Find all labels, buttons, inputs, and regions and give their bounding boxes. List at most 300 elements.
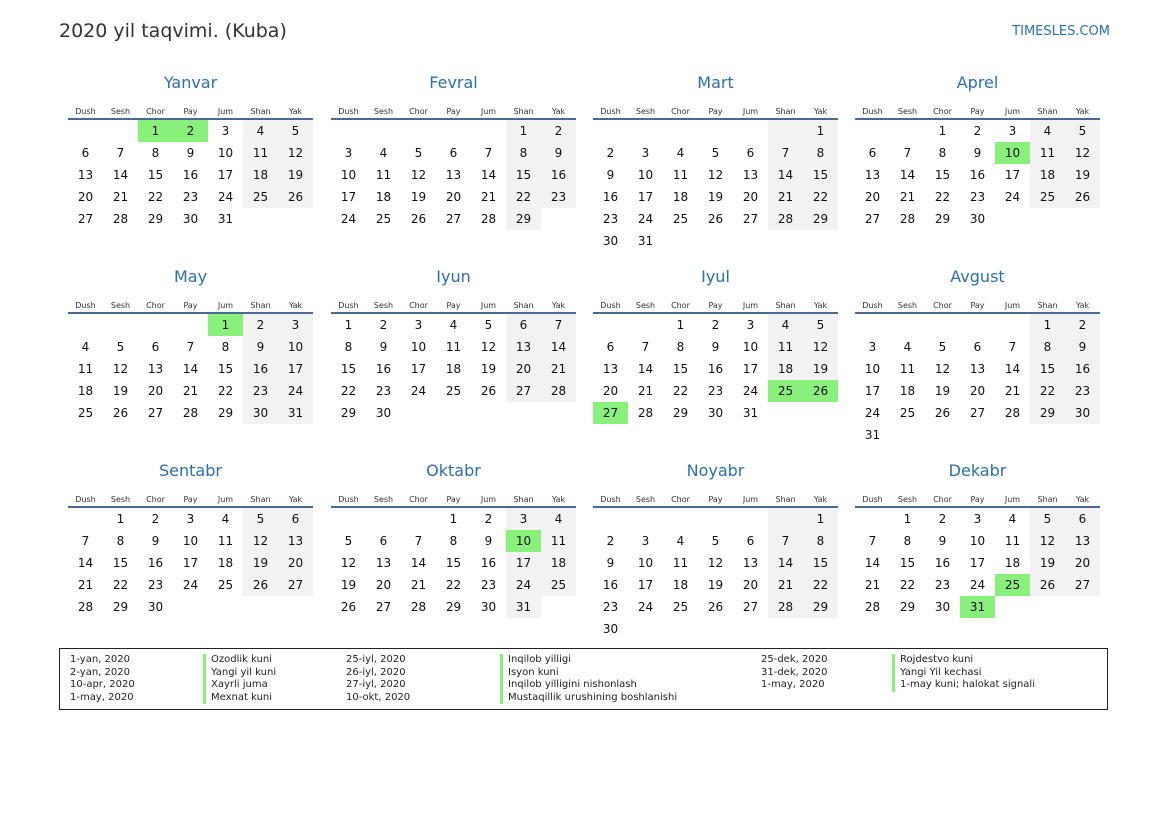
month-dekabr [855, 460, 1100, 618]
weekday-label: Pay [970, 301, 985, 310]
day-cell: 1 [449, 512, 458, 526]
weekday-label: Shan [775, 107, 796, 116]
day-cell: 5 [414, 146, 423, 160]
weekday-label: Chor [409, 107, 428, 116]
day-cell: 16 [541, 164, 576, 186]
day-cell: 23 [375, 384, 392, 398]
day-cell: 2 [606, 146, 615, 160]
day-cell: 2 [484, 512, 493, 526]
day-cell: 3 [414, 318, 423, 332]
weekday-label: Yak [288, 301, 303, 310]
month-iyun [331, 266, 576, 424]
day-cell: 20 [864, 190, 881, 204]
day-cell: 13 [602, 362, 619, 376]
week-row [68, 552, 313, 574]
empty-day-cell [593, 508, 628, 530]
day-cell: 5 [344, 534, 353, 548]
day-cell: 26 [707, 212, 724, 226]
day-cell: 25 [77, 406, 94, 420]
day-cell: 28 [899, 212, 916, 226]
empty-day-cell [278, 208, 313, 230]
week-row [331, 314, 576, 336]
weekday-label: Pay [970, 107, 985, 116]
day-cell: 30 [375, 406, 392, 420]
day-cell: 27 [147, 406, 164, 420]
day-cell: 9 [186, 146, 195, 160]
week-row [331, 574, 576, 596]
holiday-day-cell: 27 [593, 402, 628, 424]
legend-date: 1-yan, 2020 [70, 654, 130, 665]
day-cell: 11 [899, 362, 916, 376]
legend-holiday-name: Ozodlik kuni [211, 654, 273, 665]
weekday-label: Pay [446, 301, 461, 310]
legend-date: 26-iyl, 2020 [346, 666, 406, 678]
empty-day-cell [803, 618, 838, 640]
day-cell: 1 [803, 508, 838, 530]
empty-day-cell [103, 120, 138, 142]
day-cell: 22 [340, 384, 357, 398]
day-cell: 26 [707, 600, 724, 614]
day-cell: 25 [899, 406, 916, 420]
day-cell: 17 [340, 190, 357, 204]
day-cell: 1 [803, 120, 838, 142]
day-cell: 7 [541, 314, 576, 336]
week-row [855, 402, 1100, 424]
day-cell: 9 [973, 146, 982, 160]
day-cell: 11 [1004, 534, 1021, 548]
day-cell: 18 [77, 384, 94, 398]
day-cell: 18 [445, 362, 462, 376]
month-name: Sentabr [159, 461, 222, 480]
weekday-label: Dush [600, 301, 621, 310]
day-cell: 7 [186, 340, 195, 354]
weekday-label: Dush [862, 107, 883, 116]
day-cell: 21 [768, 574, 803, 596]
day-cell: 21 [541, 358, 576, 380]
empty-day-cell [1030, 596, 1065, 618]
weekday-label: Dush [338, 107, 359, 116]
empty-day-cell [663, 230, 698, 252]
week-row [593, 186, 838, 208]
month-name: Avgust [950, 267, 1005, 286]
month-name: Iyun [436, 267, 471, 286]
day-cell: 18 [672, 190, 689, 204]
weekday-label: Jum [480, 495, 497, 504]
day-cell: 10 [217, 146, 234, 160]
weekday-label: Jum [217, 301, 234, 310]
week-row [593, 230, 838, 252]
day-cell: 9 [541, 142, 576, 164]
month-yanvar [68, 72, 313, 230]
day-cell: 2 [606, 534, 615, 548]
day-cell: 17 [637, 190, 654, 204]
day-cell: 28 [1004, 406, 1021, 420]
day-cell: 16 [1065, 358, 1100, 380]
empty-day-cell [541, 208, 576, 230]
week-row [855, 314, 1100, 336]
empty-day-cell [890, 120, 925, 142]
day-cell: 29 [112, 600, 129, 614]
weekday-label: Shan [513, 107, 534, 116]
empty-day-cell [733, 230, 768, 252]
day-cell: 13 [278, 530, 313, 552]
empty-day-cell [663, 508, 698, 530]
day-cell: 14 [1004, 362, 1021, 376]
day-cell: 20 [375, 578, 392, 592]
empty-day-cell [68, 314, 103, 336]
week-row [68, 574, 313, 596]
day-cell: 1 [506, 120, 541, 142]
site-link[interactable]: TIMESLES.COM [1012, 24, 1110, 39]
empty-day-cell [506, 402, 541, 424]
day-cell: 28 [182, 406, 199, 420]
day-cell: 31 [637, 234, 654, 248]
day-cell: 5 [484, 318, 493, 332]
day-cell: 10 [742, 340, 759, 354]
day-cell: 3 [1008, 124, 1017, 138]
legend-dates [70, 654, 135, 704]
empty-day-cell [401, 508, 436, 530]
day-cell: 6 [151, 340, 160, 354]
day-cell: 19 [707, 190, 724, 204]
empty-day-cell [278, 596, 313, 618]
day-cell: 19 [410, 190, 427, 204]
weekday-header [855, 486, 1100, 508]
day-cell: 23 [541, 186, 576, 208]
day-cell: 29 [147, 212, 164, 226]
week-row [855, 380, 1100, 402]
day-cell: 28 [768, 596, 803, 618]
day-cell: 27 [1065, 574, 1100, 596]
day-cell: 19 [934, 384, 951, 398]
day-cell: 19 [243, 552, 278, 574]
day-cell: 27 [445, 212, 462, 226]
day-cell: 18 [768, 358, 803, 380]
day-cell: 30 [243, 402, 278, 424]
weekday-label: Chor [146, 301, 165, 310]
weekday-header [68, 98, 313, 120]
holiday-day-cell: 2 [173, 120, 208, 142]
day-cell: 14 [541, 336, 576, 358]
empty-day-cell [1030, 424, 1065, 446]
day-cell: 14 [637, 362, 654, 376]
day-cell: 3 [973, 512, 982, 526]
weekday-header [68, 292, 313, 314]
holiday-day-cell: 1 [138, 120, 173, 142]
day-cell: 23 [602, 600, 619, 614]
weekday-label: Shan [1037, 495, 1058, 504]
day-cell: 10 [969, 534, 986, 548]
week-row [593, 380, 838, 402]
day-cell: 13 [506, 336, 541, 358]
day-cell: 29 [803, 208, 838, 230]
day-cell: 1 [938, 124, 947, 138]
day-cell: 13 [77, 168, 94, 182]
day-cell: 19 [707, 578, 724, 592]
day-cell: 14 [480, 168, 497, 182]
empty-day-cell [925, 424, 960, 446]
week-row [331, 380, 576, 402]
day-cell: 12 [803, 336, 838, 358]
day-cell: 27 [742, 600, 759, 614]
weekday-label: Sesh [635, 301, 656, 310]
day-cell: 29 [340, 406, 357, 420]
empty-day-cell [768, 120, 803, 142]
empty-day-cell [593, 314, 628, 336]
day-cell: 17 [217, 168, 234, 182]
weekday-label: Chor [933, 495, 952, 504]
day-cell: 12 [243, 530, 278, 552]
day-cell: 5 [938, 340, 947, 354]
weekday-label: Sesh [110, 495, 131, 504]
day-cell: 10 [864, 362, 881, 376]
day-cell: 28 [864, 600, 881, 614]
day-cell: 24 [410, 384, 427, 398]
weekday-label: Sesh [373, 107, 394, 116]
day-cell: 17 [410, 362, 427, 376]
day-cell: 2 [938, 512, 947, 526]
empty-day-cell [628, 508, 663, 530]
day-cell: 25 [672, 212, 689, 226]
day-cell: 19 [112, 384, 129, 398]
holiday-day-cell: 1 [208, 314, 243, 336]
weekday-label: Pay [708, 107, 723, 116]
day-cell: 1 [676, 318, 685, 332]
day-cell: 30 [602, 622, 619, 636]
day-cell: 5 [803, 314, 838, 336]
day-cell: 21 [112, 190, 129, 204]
week-row [331, 530, 576, 552]
day-cell: 2 [151, 512, 160, 526]
week-row [68, 208, 313, 230]
day-cell: 18 [672, 578, 689, 592]
weekday-header [68, 486, 313, 508]
weekday-label: Yak [551, 107, 566, 116]
week-row [855, 142, 1100, 164]
weekday-label: Chor [933, 301, 952, 310]
day-cell: 12 [1030, 530, 1065, 552]
day-cell: 2 [379, 318, 388, 332]
empty-day-cell [698, 230, 733, 252]
week-row [593, 530, 838, 552]
month-name: Iyul [701, 267, 730, 286]
weekday-label: Dush [75, 301, 96, 310]
day-cell: 27 [278, 574, 313, 596]
empty-day-cell [768, 618, 803, 640]
legend-holiday-names [500, 654, 677, 704]
day-cell: 29 [445, 600, 462, 614]
week-row [331, 142, 576, 164]
empty-day-cell [768, 402, 803, 424]
weekday-label: Jum [1004, 107, 1021, 116]
day-cell: 4 [449, 318, 458, 332]
weekday-label: Yak [1075, 495, 1090, 504]
weekday-label: Yak [551, 495, 566, 504]
day-cell: 23 [934, 578, 951, 592]
day-cell: 26 [1065, 186, 1100, 208]
day-cell: 4 [676, 534, 685, 548]
day-cell: 23 [147, 578, 164, 592]
empty-day-cell [855, 120, 890, 142]
day-cell: 10 [182, 534, 199, 548]
day-cell: 27 [77, 212, 94, 226]
week-row [593, 402, 838, 424]
day-cell: 20 [147, 384, 164, 398]
day-cell: 15 [506, 164, 541, 186]
weekday-label: Sesh [897, 301, 918, 310]
weekday-label: Yak [1075, 107, 1090, 116]
empty-day-cell [401, 402, 436, 424]
empty-day-cell [995, 424, 1030, 446]
day-cell: 17 [278, 358, 313, 380]
day-cell: 26 [480, 384, 497, 398]
day-cell: 7 [903, 146, 912, 160]
day-cell: 14 [768, 164, 803, 186]
month-iyul [593, 266, 838, 424]
empty-day-cell [995, 208, 1030, 230]
day-cell: 10 [637, 556, 654, 570]
week-row [593, 142, 838, 164]
day-cell: 11 [672, 556, 689, 570]
day-cell: 27 [742, 212, 759, 226]
day-cell: 22 [803, 186, 838, 208]
week-row [331, 120, 576, 142]
day-cell: 6 [868, 146, 877, 160]
week-row [593, 314, 838, 336]
day-cell: 8 [221, 340, 230, 354]
day-cell: 2 [541, 120, 576, 142]
day-cell: 1 [1030, 314, 1065, 336]
empty-day-cell [103, 314, 138, 336]
day-cell: 6 [506, 314, 541, 336]
day-cell: 15 [672, 362, 689, 376]
day-cell: 3 [186, 512, 195, 526]
day-cell: 14 [768, 552, 803, 574]
day-cell: 8 [803, 142, 838, 164]
empty-day-cell [925, 314, 960, 336]
empty-day-cell [1065, 596, 1100, 618]
day-cell: 20 [742, 578, 759, 592]
day-cell: 22 [112, 578, 129, 592]
weekday-label: Shan [1037, 107, 1058, 116]
week-row [593, 508, 838, 530]
weekday-label: Shan [250, 495, 271, 504]
month-name: Fevral [429, 73, 478, 92]
weekday-label: Chor [409, 495, 428, 504]
day-cell: 8 [116, 534, 125, 548]
week-row [855, 424, 1100, 446]
week-row [855, 508, 1100, 530]
month-name: Noyabr [686, 461, 745, 480]
week-row [593, 552, 838, 574]
legend-dates [346, 654, 410, 704]
day-cell: 29 [803, 596, 838, 618]
weekday-label: Sesh [373, 301, 394, 310]
day-cell: 12 [1065, 142, 1100, 164]
weekday-label: Pay [183, 495, 198, 504]
day-cell: 7 [768, 530, 803, 552]
day-cell: 1 [344, 318, 353, 332]
day-cell: 29 [217, 406, 234, 420]
day-cell: 7 [484, 146, 493, 160]
day-cell: 22 [506, 186, 541, 208]
empty-day-cell [663, 618, 698, 640]
week-row [331, 508, 576, 530]
legend-holiday-name: Mexnat kuni [211, 691, 273, 703]
day-cell: 9 [243, 336, 278, 358]
empty-day-cell [995, 596, 1030, 618]
day-cell: 16 [147, 556, 164, 570]
day-cell: 26 [934, 406, 951, 420]
day-cell: 16 [375, 362, 392, 376]
day-cell: 21 [637, 384, 654, 398]
day-cell: 16 [182, 168, 199, 182]
legend-date: 31-dek, 2020 [761, 666, 828, 678]
day-cell: 28 [112, 212, 129, 226]
day-cell: 5 [711, 146, 720, 160]
day-cell: 14 [182, 362, 199, 376]
empty-day-cell [890, 314, 925, 336]
day-cell: 23 [969, 190, 986, 204]
weekday-label: Yak [288, 107, 303, 116]
day-cell: 4 [676, 146, 685, 160]
day-cell: 24 [340, 212, 357, 226]
weekday-label: Pay [970, 495, 985, 504]
day-cell: 23 [182, 190, 199, 204]
day-cell: 11 [541, 530, 576, 552]
day-cell: 25 [375, 212, 392, 226]
week-row [331, 596, 576, 618]
day-cell: 26 [340, 600, 357, 614]
day-cell: 15 [803, 552, 838, 574]
week-row [593, 336, 838, 358]
week-row [68, 164, 313, 186]
weekday-label: Jum [1004, 301, 1021, 310]
week-row [331, 552, 576, 574]
weekday-label: Shan [513, 301, 534, 310]
day-cell: 7 [641, 340, 650, 354]
legend-holiday-name: Inqilob yilligini nishonlash [508, 679, 637, 690]
day-cell: 26 [1030, 574, 1065, 596]
day-cell: 6 [379, 534, 388, 548]
day-cell: 28 [637, 406, 654, 420]
day-cell: 9 [606, 168, 615, 182]
week-row [68, 402, 313, 424]
day-cell: 11 [77, 362, 94, 376]
day-cell: 12 [480, 340, 497, 354]
week-row [855, 208, 1100, 230]
weekday-label: Yak [813, 107, 828, 116]
empty-day-cell [331, 120, 366, 142]
day-cell: 21 [182, 384, 199, 398]
weekday-label: Shan [250, 301, 271, 310]
day-cell: 24 [182, 578, 199, 592]
day-cell: 13 [742, 168, 759, 182]
empty-day-cell [366, 120, 401, 142]
legend-holiday-name: Mustaqillik urushining boshlanishi [508, 691, 678, 703]
day-cell: 24 [217, 190, 234, 204]
day-cell: 14 [899, 168, 916, 182]
day-cell: 20 [506, 358, 541, 380]
weekday-label: Jum [742, 107, 759, 116]
weekday-label: Sesh [635, 107, 656, 116]
weekday-header [593, 292, 838, 314]
empty-day-cell [471, 402, 506, 424]
empty-day-cell [593, 120, 628, 142]
weekday-label: Sesh [110, 107, 131, 116]
empty-day-cell [471, 120, 506, 142]
day-cell: 9 [938, 534, 947, 548]
